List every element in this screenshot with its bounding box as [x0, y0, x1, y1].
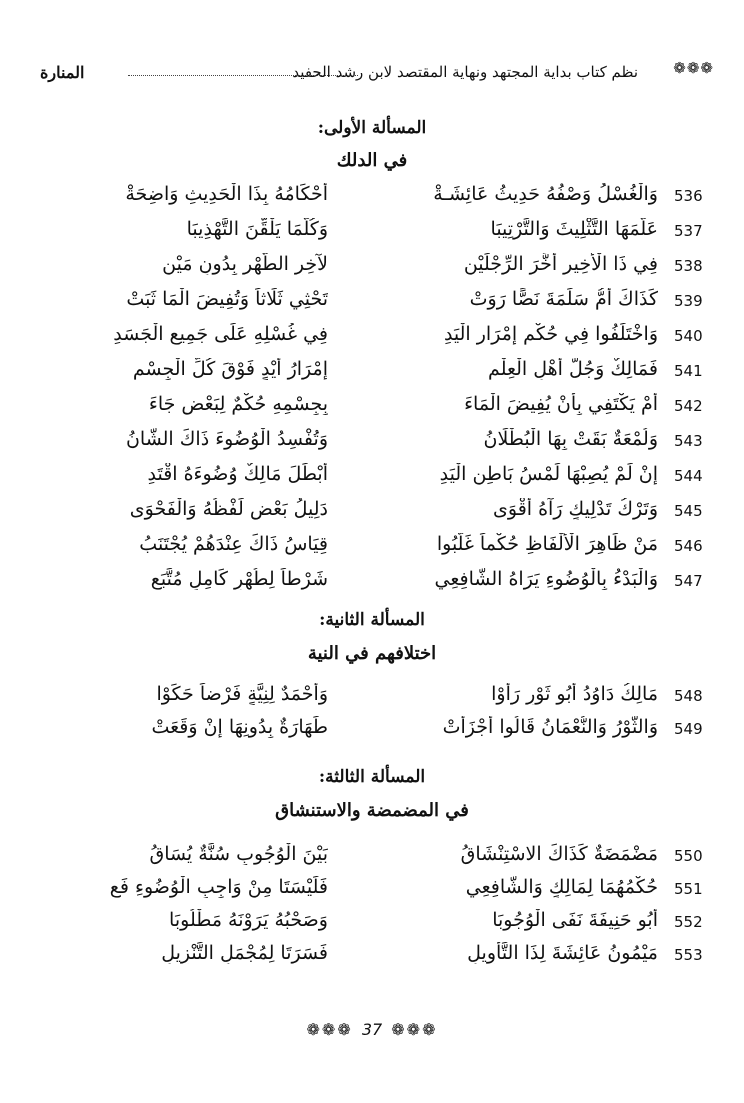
section-subtitle-1: في الدلك: [336, 150, 408, 171]
running-header: [40, 55, 714, 95]
verse-second-hemistich: وَتُفْسِدُ الْوُضُوءَ ذَاكَ الشَّانُ: [125, 428, 328, 450]
verse-second-hemistich: بِجِسْمِهِ حُكْمٌ لِبَعْضٍ جَاءَ: [148, 393, 328, 415]
verse-row: [40, 323, 714, 353]
verse-row: [40, 183, 714, 213]
verse-row: [40, 909, 714, 939]
verse-second-hemistich: شَرْطاً لِطُهْرٍ كَامِلٍ مُتَّبَعِ: [150, 568, 328, 590]
section-subtitle-2: اختلافهم في النية: [307, 643, 437, 664]
verse-row: [40, 288, 714, 318]
verse-number: 548: [674, 687, 703, 705]
verse-row: [40, 942, 714, 972]
verse-second-hemistich: أَحْكَامُهُ بِذَا الْحَدِيثِ وَاضِحَةْ: [125, 183, 328, 205]
footer-ornament-right: ❁❁❁: [391, 1020, 438, 1039]
verse-number: 540: [674, 327, 703, 345]
verse-row: [40, 876, 714, 906]
verse-second-hemistich: دَلِيلُ بَعْضٍ لَفْظُهُ وَالْفَحْوَى: [129, 498, 328, 520]
verse-first-hemistich: حُكْمُهُمَا لِمَالِكٍ وَالشَّافِعِي: [465, 876, 658, 898]
verse-second-hemistich: طَهَارَةٌ بِدُونِهَا إِنْ وَقَعَتْ: [151, 716, 328, 738]
verse-first-hemistich: وَاخْتَلَفُوا فِي حُكْمِ إِمْرَارِ الْيَدِ: [443, 323, 658, 345]
verse-second-hemistich: لآخِرِ الطُّهْرِ بِدُونِ مَيْنِ: [162, 253, 328, 275]
verse-row: [40, 716, 714, 746]
verse-second-hemistich: أَبْطَلَ مَالِكٌ وُضُوءَهُ اقْتَدِ: [147, 463, 328, 485]
verse-number: 541: [674, 362, 703, 380]
verse-number: 536: [674, 187, 703, 205]
verse-row: [40, 428, 714, 458]
section-title-1: المسألة الأولى:: [317, 118, 427, 138]
verse-number: 551: [674, 880, 703, 898]
header-wave-line: [128, 75, 358, 76]
verse-first-hemistich: مَنْ ظَاهِرَ الْأَلْفَاظِ حُكْماً غَلَّبُوا: [436, 533, 658, 555]
verse-second-hemistich: وَأَحْمَدٌ لِنِيَّةٍ فَرْضاً حَكَوْا: [156, 683, 328, 705]
page-number: 37: [361, 1020, 383, 1039]
verse-number: 538: [674, 257, 703, 275]
verse-second-hemistich: تَحْثِي ثَلَاثاً وَتُفِيضَ الْمَا ثَبَتْ: [126, 288, 328, 310]
verse-number: 544: [674, 467, 703, 485]
verse-row: [40, 533, 714, 563]
verse-first-hemistich: وَالْغُسْلُ وَصْفُهُ حَدِيثُ عَائِشَـةْ: [433, 183, 658, 205]
verse-first-hemistich: فَمَالِكٌ وَجُلُّ أَهْلِ الْعِلْمِ: [488, 358, 658, 380]
verse-number: 550: [674, 847, 703, 865]
book-title: نظم كتاب بداية المجتهد ونهاية المقتصد لابن رشد الحفيد: [292, 63, 638, 81]
verse-first-hemistich: وَلُمْعَةٌ بَقَتْ بِهَا الْبُطْلَانُ: [483, 428, 658, 450]
verse-number: 537: [674, 222, 703, 240]
section-title-2: المسألة الثانية:: [319, 610, 425, 630]
verse-second-hemistich: قِيَاسُ ذَاكَ عِنْدَهُمْ يُجْتَنَبُ: [139, 533, 328, 555]
verse-number: 549: [674, 720, 703, 738]
verse-first-hemistich: كَذَاكَ أُمُّ سَلَمَةَ نَصًّا رَوَتْ: [469, 288, 658, 310]
page-footer: [0, 1020, 744, 1039]
verse-first-hemistich: وَتَرْكُ تَدْلِيكٍ رَآهُ أَقْوَى: [493, 498, 658, 520]
verse-number: 543: [674, 432, 703, 450]
verse-number: 539: [674, 292, 703, 310]
verse-row: [40, 393, 714, 423]
verse-second-hemistich: إِمْرَارُ أَيْدٍ فَوْقَ كُلِّ الْجِسْمِ: [132, 358, 328, 380]
verse-second-hemistich: فَسَرَتَا لِمُجْمَلِ التَّنْزِيلِ: [161, 942, 328, 964]
verse-second-hemistich: فَلَيْسَتَا مِنْ وَاجِبِ الْوُضُوءِ فَعِ: [109, 876, 328, 898]
verse-row: [40, 358, 714, 388]
verse-second-hemistich: بَيْنَ الْوُجُوبِ سُنَّةٌ يُسَاقُ: [149, 843, 328, 865]
verse-number: 542: [674, 397, 703, 415]
verse-first-hemistich: مَيْمُونُ عَائِشَةَ لِذَا التَّأْوِيلِ: [467, 942, 658, 964]
section-title-3: المسألة الثالثة:: [318, 767, 426, 787]
header-ornament: ❁❁❁: [673, 59, 714, 77]
verse-first-hemistich: إِنْ لَمْ يُصِبْهَا لَمْسُ بَاطِنِ الْيَدِ: [439, 463, 658, 485]
verse-row: [40, 568, 714, 598]
verse-number: 545: [674, 502, 703, 520]
verse-second-hemistich: وَكُلَّمَا يَلْقِّنَ التَّهْذِيبَا: [186, 218, 328, 240]
verse-row: [40, 498, 714, 528]
verse-first-hemistich: مَالِكُ دَاوُدُ أَبُو ثَوْرٍ رَأَوْا: [491, 683, 658, 705]
site-name: المنارة: [40, 63, 85, 82]
verse-first-hemistich: وَالْبَدْءُ بِالْوُضُوءِ يَرَاهُ الشَّافِعِي: [434, 568, 658, 590]
verse-first-hemistich: أَمْ يَكْتَفِي بِأَنْ يُفِيضَ الْمَاءَ: [464, 393, 658, 415]
verse-row: [40, 683, 714, 713]
verse-row: [40, 463, 714, 493]
verse-row: [40, 843, 714, 873]
verse-number: 553: [674, 946, 703, 964]
verse-number: 546: [674, 537, 703, 555]
verse-first-hemistich: مَضْمَضَةٌ كَذَاكَ الاسْتِنْشَاقُ: [460, 843, 658, 865]
footer-ornament-left: ❁❁❁: [306, 1020, 353, 1039]
verse-first-hemistich: عَلَّمَهَا التَّثْلِيثَ وَالتَّرْتِيبَا: [490, 218, 658, 240]
verse-second-hemistich: وَصَحْبُهُ يَرَوْنَهُ مَطْلُوبَا: [169, 909, 328, 931]
verse-row: [40, 253, 714, 283]
verse-number: 547: [674, 572, 703, 590]
section-subtitle-3: في المضمضة والاستنشاق: [275, 800, 469, 821]
verse-first-hemistich: وَالثَّوْرُ وَالنُّعْمَانُ قَالُوا أَجْزَأَتْ: [442, 716, 658, 738]
verse-first-hemistich: أَبُو حَنِيفَةَ نَفَى الْوُجُوبَا: [492, 909, 658, 931]
verse-first-hemistich: فِي ذَا الْأَخِيرِ أَخَّرَ الرِّجْلَيْنِ: [463, 253, 658, 275]
verse-number: 552: [674, 913, 703, 931]
verse-second-hemistich: فِي غُسْلِهِ عَلَى جَمِيعِ الْجَسَدِ: [113, 323, 328, 345]
verse-row: [40, 218, 714, 248]
